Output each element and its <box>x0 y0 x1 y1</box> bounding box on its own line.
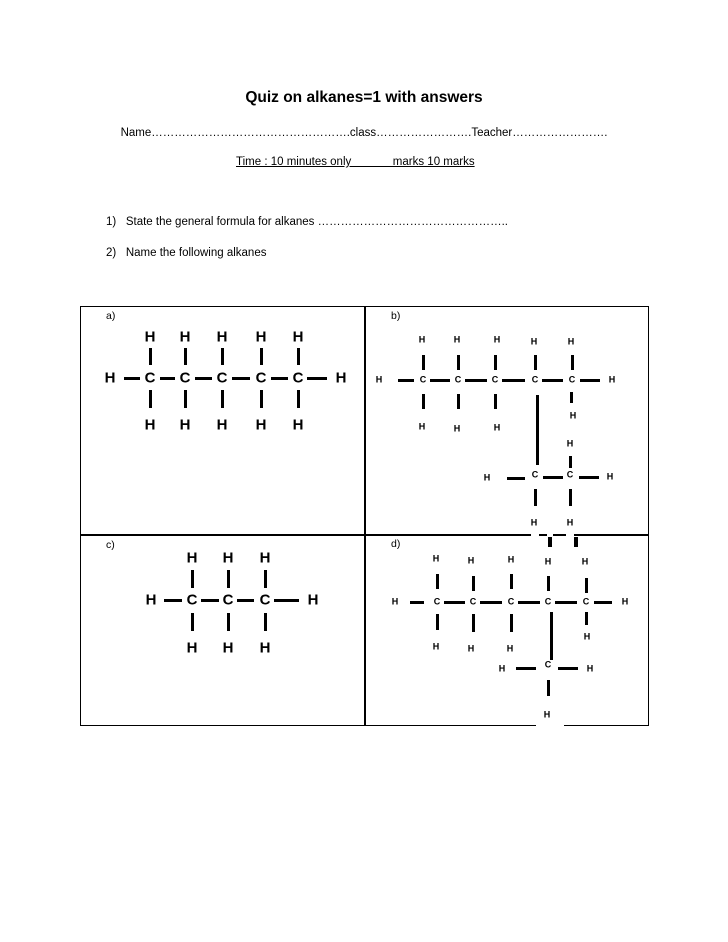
bond-line <box>547 680 550 696</box>
quiz-title: Quiz on alkanes=1 with answers <box>245 89 483 106</box>
border-gap <box>536 723 564 729</box>
hydrogen-atom: H <box>292 416 304 434</box>
bond-line <box>457 355 460 370</box>
carbon-atom: C <box>491 374 499 385</box>
bond-line <box>548 537 552 547</box>
carbon-atom: C <box>255 369 267 387</box>
bond-line <box>555 601 577 604</box>
bond-line <box>149 390 152 408</box>
bond-line <box>195 377 212 380</box>
hydrogen-atom: H <box>453 334 461 345</box>
hydrogen-atom: H <box>179 328 191 346</box>
bond-line <box>543 476 563 479</box>
time-marks-line: Time : 10 minutes only marks 10 marks <box>236 156 475 168</box>
hydrogen-atom: H <box>292 328 304 346</box>
carbon-atom: C <box>566 469 574 480</box>
hydrogen-atom: H <box>222 549 234 567</box>
bond-line <box>271 377 288 380</box>
bond-line <box>201 599 219 602</box>
hydrogen-atom: H <box>467 643 475 654</box>
panel-label-d: d) <box>391 538 401 550</box>
bond-line <box>260 348 263 365</box>
bond-line <box>547 576 550 591</box>
carbon-atom: C <box>531 469 539 480</box>
hydrogen-atom: H <box>144 416 156 434</box>
bond-line <box>542 379 563 382</box>
bond-line <box>264 613 267 631</box>
bond-line <box>274 599 299 602</box>
carbon-atom: C <box>216 369 228 387</box>
bond-line <box>444 601 465 604</box>
bond-line <box>518 601 540 604</box>
bond-line <box>571 355 574 370</box>
bond-line <box>569 489 572 506</box>
bond-line <box>191 613 194 631</box>
bond-line <box>184 348 187 365</box>
hydrogen-atom: H <box>307 591 319 609</box>
hydrogen-atom: H <box>216 328 228 346</box>
hydrogen-atom: H <box>583 631 591 642</box>
hydrogen-atom: H <box>255 416 267 434</box>
bond-line <box>574 537 578 547</box>
hydrogen-atom: H <box>145 591 157 609</box>
bond-line <box>221 390 224 408</box>
carbon-atom: C <box>144 369 156 387</box>
hydrogen-atom: H <box>104 369 116 387</box>
carbon-atom: C <box>186 591 198 609</box>
bond-line <box>237 599 254 602</box>
carbon-atom: C <box>531 374 539 385</box>
bond-line <box>580 379 600 382</box>
question-number: 1) <box>106 216 117 228</box>
carbon-atom: C <box>544 659 552 670</box>
bond-line <box>297 390 300 408</box>
hydrogen-atom: H <box>566 438 574 449</box>
bond-line <box>534 489 537 506</box>
bond-line <box>457 394 460 409</box>
carbon-atom: C <box>419 374 427 385</box>
bond-line <box>594 601 612 604</box>
carbon-atom: C <box>469 596 477 607</box>
hydrogen-atom: H <box>608 374 616 385</box>
bond-line <box>472 614 475 632</box>
bond-line <box>422 394 425 409</box>
border-gap <box>566 532 574 537</box>
hydrogen-atom: H <box>581 556 589 567</box>
bond-line <box>494 394 497 409</box>
table-divider-vertical <box>364 306 366 726</box>
panel-label-a: a) <box>106 310 116 322</box>
hydrogen-atom: H <box>543 709 551 720</box>
hydrogen-atom: H <box>259 549 271 567</box>
bond-line <box>494 355 497 370</box>
hydrogen-atom: H <box>179 416 191 434</box>
question-number: 2) <box>106 247 117 259</box>
bond-line <box>124 377 140 380</box>
bond-line <box>430 379 450 382</box>
bond-line <box>227 570 230 588</box>
bond-line <box>516 667 536 670</box>
hydrogen-atom: H <box>566 517 574 528</box>
bond-line <box>221 348 224 365</box>
bond-line <box>510 614 513 632</box>
panel-label-b: b) <box>391 310 401 322</box>
hydrogen-atom: H <box>375 374 383 385</box>
carbon-atom: C <box>582 596 590 607</box>
bond-line <box>570 392 573 403</box>
bond-line <box>558 667 578 670</box>
hydrogen-atom: H <box>606 471 614 482</box>
bond-line <box>436 614 439 630</box>
bond-line <box>260 390 263 408</box>
hydrogen-atom: H <box>530 517 538 528</box>
hydrogen-atom: H <box>507 554 515 565</box>
bond-line <box>160 377 175 380</box>
carbon-atom: C <box>259 591 271 609</box>
hydrogen-atom: H <box>259 639 271 657</box>
bond-line <box>184 390 187 408</box>
bond-line <box>191 570 194 588</box>
question-1 <box>106 216 508 228</box>
bond-line <box>472 576 475 591</box>
bond-line <box>550 612 553 660</box>
bond-line <box>164 599 182 602</box>
hydrogen-atom: H <box>586 663 594 674</box>
hydrogen-atom: H <box>418 421 426 432</box>
hydrogen-atom: H <box>506 643 514 654</box>
hydrogen-atom: H <box>493 422 501 433</box>
carbon-atom: C <box>179 369 191 387</box>
hydrogen-atom: H <box>569 410 577 421</box>
bond-line <box>410 601 424 604</box>
bond-line <box>297 348 300 365</box>
carbon-atom: C <box>507 596 515 607</box>
hydrogen-atom: H <box>186 549 198 567</box>
bond-line <box>422 355 425 370</box>
hydrogen-atom: H <box>498 663 506 674</box>
bond-line <box>264 570 267 588</box>
hydrogen-atom: H <box>530 336 538 347</box>
bond-line <box>436 574 439 589</box>
hydrogen-atom: H <box>432 641 440 652</box>
hydrogen-atom: H <box>335 369 347 387</box>
bond-line <box>232 377 250 380</box>
bond-line <box>534 355 537 370</box>
bond-line <box>536 395 539 465</box>
hydrogen-atom: H <box>483 472 491 483</box>
hydrogen-atom: H <box>567 336 575 347</box>
hydrogen-atom: H <box>186 639 198 657</box>
carbon-atom: C <box>544 596 552 607</box>
bond-line <box>398 379 414 382</box>
carbon-atom: C <box>568 374 576 385</box>
hydrogen-atom: H <box>453 423 461 434</box>
carbon-atom: C <box>433 596 441 607</box>
carbon-atom: C <box>222 591 234 609</box>
bond-line <box>149 348 152 365</box>
hydrogen-atom: H <box>467 555 475 566</box>
bond-line <box>502 379 525 382</box>
bond-line <box>510 574 513 589</box>
hydrogen-atom: H <box>418 334 426 345</box>
hydrogen-atom: H <box>255 328 267 346</box>
bond-line <box>307 377 327 380</box>
question-text: Name the following alkanes <box>125 247 267 259</box>
hydrogen-atom: H <box>544 556 552 567</box>
hydrogen-atom: H <box>621 596 629 607</box>
bond-line <box>480 601 502 604</box>
question-text: State the general formula for alkanes ………………………………………….. <box>125 216 508 228</box>
bond-line <box>585 578 588 593</box>
carbon-atom: C <box>454 374 462 385</box>
name-class-teacher-line: Name…………………………………………….class…………………….Teacher……………………. <box>120 127 608 139</box>
border-gap <box>531 532 539 537</box>
bond-line <box>579 476 599 479</box>
hydrogen-atom: H <box>493 334 501 345</box>
panel-label-c: c) <box>106 539 115 551</box>
bond-line <box>227 613 230 631</box>
hydrogen-atom: H <box>222 639 234 657</box>
bond-line <box>465 379 487 382</box>
bond-line <box>507 477 525 480</box>
carbon-atom: C <box>292 369 304 387</box>
hydrogen-atom: H <box>216 416 228 434</box>
bond-line <box>585 612 588 625</box>
question-2 <box>106 247 266 259</box>
hydrogen-atom: H <box>432 553 440 564</box>
hydrogen-atom: H <box>144 328 156 346</box>
table-divider-horizontal <box>80 534 649 536</box>
hydrogen-atom: H <box>391 596 399 607</box>
bond-line <box>569 456 572 468</box>
